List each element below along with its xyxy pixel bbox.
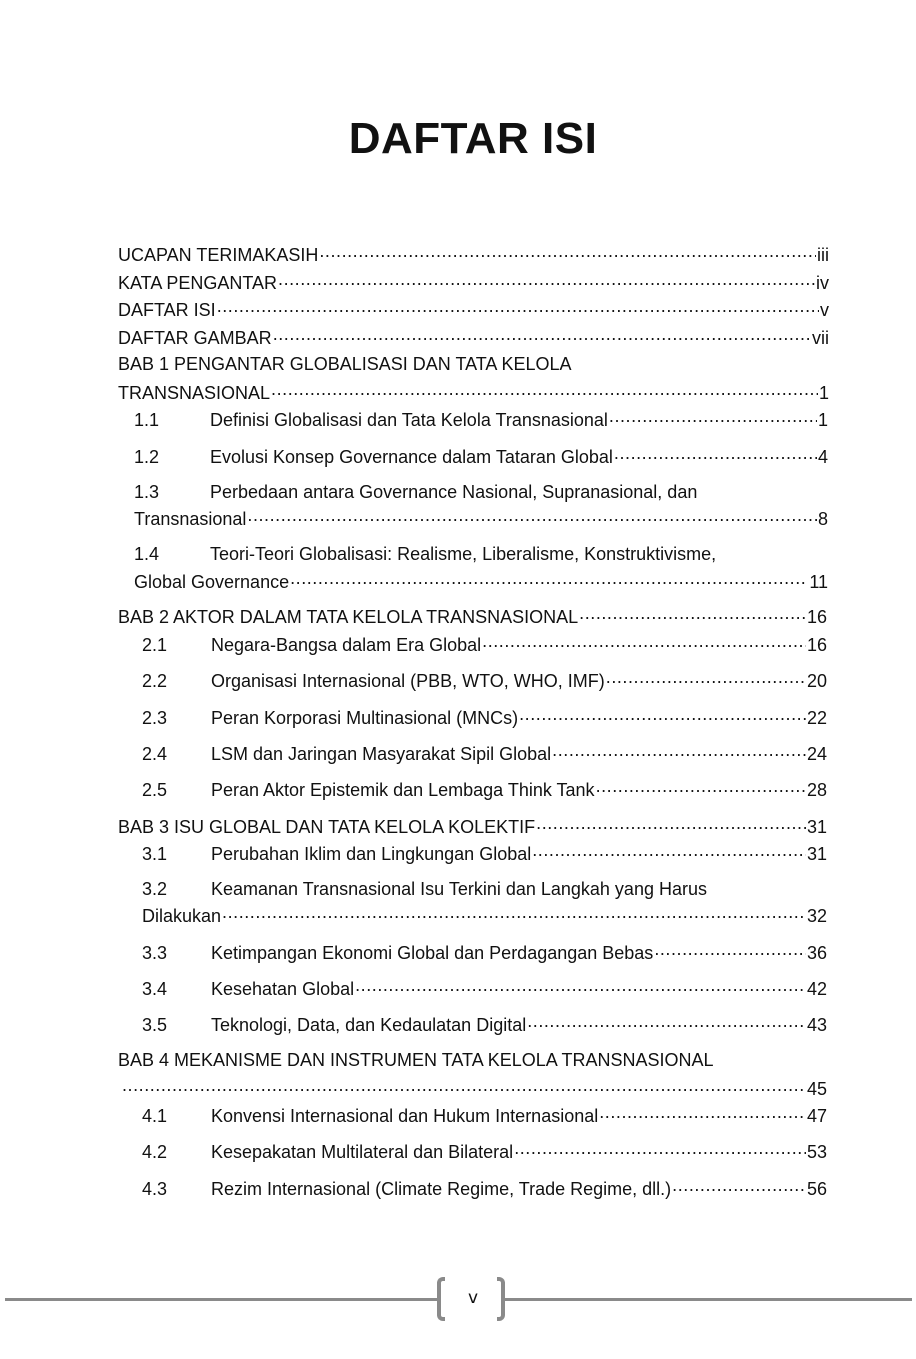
section-number: 2.1 (142, 635, 168, 655)
toc-entry-text: Kesehatan Global (211, 979, 355, 999)
toc-entry-text: Evolusi Konsep Governance dalam Tataran Global (210, 447, 613, 467)
toc-page-number: vii (812, 328, 829, 348)
toc-page-number: 32 (806, 906, 827, 926)
toc-section-1-4[interactable] (134, 543, 716, 565)
toc-entry-text: BAB 2 AKTOR DALAM TATA KELOLA TRANSNASIONAL (118, 607, 579, 627)
dot-leader (271, 381, 818, 399)
dot-leader (609, 408, 817, 426)
toc-entry-text: Dilakukan (142, 906, 222, 926)
toc-page-number: 36 (806, 943, 827, 963)
toc-page-number: 53 (806, 1142, 827, 1162)
toc-section-1-3[interactable] (134, 481, 697, 503)
section-number: 1.1 (134, 410, 160, 430)
toc-page-number: v (820, 300, 829, 320)
toc-entry-text: Keamanan Transnasional Isu Terkini dan Langkah yang Harus (211, 879, 707, 899)
dot-leader (519, 706, 806, 724)
dot-leader (514, 1140, 806, 1158)
toc-page-number: 16 (806, 635, 827, 655)
dot-leader (596, 778, 806, 796)
toc-chapter-1-title[interactable]: BAB 1 PENGANTAR GLOBALISASI DAN TATA KELOLA (118, 354, 572, 374)
section-number: 3.4 (142, 979, 168, 999)
dot-leader (654, 941, 806, 959)
dot-leader (273, 326, 811, 344)
toc-section-3-1[interactable] (142, 842, 827, 864)
toc-section-2-4[interactable] (142, 742, 827, 764)
toc-page-number: 43 (806, 1015, 827, 1035)
section-number: 4.3 (142, 1179, 168, 1199)
right-bracket-icon (497, 1277, 505, 1321)
toc-page-number: 11 (809, 572, 828, 592)
toc-chapter-2[interactable] (118, 605, 827, 627)
section-number: 2.3 (142, 708, 168, 728)
toc-page-number: 4 (817, 447, 828, 467)
dot-leader (217, 298, 819, 316)
toc-entry-text: Peran Aktor Epistemik dan Lembaga Think Tank (211, 780, 595, 800)
toc-page-number: 45 (806, 1079, 827, 1099)
toc-entry-text: TRANSNASIONAL (118, 383, 271, 403)
dot-leader (482, 633, 806, 651)
toc-section-2-2[interactable] (142, 669, 827, 691)
dot-leader (532, 842, 806, 860)
footer-rule-left (5, 1298, 438, 1301)
toc-entry-text: Transnasional (134, 509, 247, 529)
toc-page-number: 22 (806, 708, 827, 728)
toc-section-1-1[interactable] (134, 408, 828, 430)
toc-entry-text: Negara-Bangsa dalam Era Global (211, 635, 482, 655)
toc-chapter-3[interactable] (118, 815, 827, 837)
dot-leader (319, 243, 816, 261)
toc-page-number: 16 (806, 607, 827, 627)
toc-section-4-1[interactable] (142, 1104, 827, 1126)
toc-entry-text: Organisasi Internasional (PBB, WTO, WHO, IMF) (211, 671, 605, 691)
toc-entry-text: Teori-Teori Globalisasi: Realisme, Liberalisme, Konstruktivisme, (210, 544, 717, 564)
page-number: v (467, 1288, 479, 1308)
section-number: 1.4 (134, 544, 160, 564)
toc-chapter-1[interactable] (118, 381, 829, 403)
dot-leader (606, 669, 806, 687)
left-bracket-icon (437, 1277, 445, 1321)
toc-entry-daftar-gambar[interactable] (118, 326, 829, 348)
dot-leader (278, 271, 815, 289)
toc-page-number: 20 (806, 671, 827, 691)
toc-entry-text: Global Governance (134, 572, 290, 592)
section-number: 2.5 (142, 780, 168, 800)
toc-chapter-4-title[interactable]: BAB 4 MEKANISME DAN INSTRUMEN TATA KELOLA TRANSNASIONAL (118, 1050, 714, 1070)
toc-page-number: iii (817, 245, 829, 265)
section-number: 2.4 (142, 744, 168, 764)
toc-entry-text: DAFTAR GAMBAR (118, 328, 272, 348)
toc-entry-text: Perbedaan antara Governance Nasional, Supranasional, dan (210, 482, 698, 502)
toc-page-number: 1 (817, 410, 828, 430)
toc-entry-text: DAFTAR ISI (118, 300, 216, 320)
toc-entry-text: Konvensi Internasional dan Hukum Internasional (211, 1106, 599, 1126)
section-number: 4.1 (142, 1106, 168, 1126)
toc-entry-text: Rezim Internasional (Climate Regime, Trade Regime, dll.) (211, 1179, 672, 1199)
toc-entry-text: Perubahan Iklim dan Lingkungan Global (211, 844, 532, 864)
toc-entry-ucapan[interactable] (118, 243, 829, 265)
toc-entry-text: BAB 3 ISU GLOBAL DAN TATA KELOLA KOLEKTIF (118, 817, 536, 837)
footer-rule-right (505, 1298, 912, 1301)
section-number: 4.2 (142, 1142, 168, 1162)
section-number: 1.2 (134, 447, 160, 467)
page-title: DAFTAR ISI (348, 114, 598, 163)
dot-leader (599, 1104, 806, 1122)
toc-entry-text: LSM dan Jaringan Masyarakat Sipil Global (211, 744, 552, 764)
toc-entry-text: Teknologi, Data, dan Kedaulatan Digital (211, 1015, 527, 1035)
dot-leader (290, 570, 808, 588)
toc-entry-text: Ketimpangan Ekonomi Global dan Perdagangan Bebas (211, 943, 654, 963)
dot-leader (579, 605, 806, 623)
dot-leader (222, 904, 806, 922)
toc-page-number: 31 (806, 844, 827, 864)
toc-entry-text: Definisi Globalisasi dan Tata Kelola Transnasional (210, 410, 608, 430)
toc-page-number: iv (816, 273, 829, 293)
section-number: 3.3 (142, 943, 168, 963)
section-number: 1.3 (134, 482, 160, 502)
toc-page-number: 8 (817, 509, 828, 529)
toc-section-3-4[interactable] (142, 977, 827, 999)
dot-leader (527, 1013, 806, 1031)
toc-entry-daftar-isi[interactable] (118, 298, 829, 320)
section-number: 3.2 (142, 879, 168, 899)
section-number: 3.5 (142, 1015, 168, 1035)
toc-section-3-2-cont[interactable] (142, 904, 827, 926)
toc-entry-text: Kesepakatan Multilateral dan Bilateral (211, 1142, 514, 1162)
section-number: 3.1 (142, 844, 168, 864)
dot-leader (552, 742, 806, 760)
toc-section-4-3[interactable] (142, 1177, 827, 1199)
toc-entry-text: UCAPAN TERIMAKASIH (118, 245, 319, 265)
dot-leader (536, 815, 806, 833)
dot-leader (614, 445, 817, 463)
dot-leader (247, 507, 817, 525)
toc-section-3-3[interactable] (142, 941, 827, 963)
toc-section-1-3-cont[interactable] (134, 507, 828, 529)
toc-section-2-1[interactable] (142, 633, 827, 655)
toc-entry-text: KATA PENGANTAR (118, 273, 278, 293)
toc-section-1-2[interactable] (134, 445, 828, 467)
toc-section-4-2[interactable] (142, 1140, 827, 1162)
toc-page-number: 24 (806, 744, 827, 764)
toc-entry-text: Peran Korporasi Multinasional (MNCs) (211, 708, 519, 728)
toc-section-2-3[interactable] (142, 706, 827, 728)
dot-leader (355, 977, 806, 995)
section-number: 2.2 (142, 671, 168, 691)
dot-leader (122, 1077, 806, 1095)
toc-page-number: 47 (806, 1106, 827, 1126)
toc-page-number: 28 (806, 780, 827, 800)
toc-section-3-5[interactable] (142, 1013, 827, 1035)
dot-leader (672, 1177, 806, 1195)
toc-section-3-2[interactable] (142, 878, 707, 900)
toc-section-2-5[interactable] (142, 778, 827, 800)
toc-page-number: 56 (806, 1179, 827, 1199)
toc-entry-kata-pengantar[interactable] (118, 271, 829, 293)
toc-chapter-4[interactable] (122, 1077, 827, 1099)
toc-page-number: 31 (806, 817, 827, 837)
toc-page-number: 42 (806, 979, 827, 999)
toc-section-1-4-cont[interactable] (134, 570, 828, 592)
toc-page-number: 1 (818, 383, 829, 403)
